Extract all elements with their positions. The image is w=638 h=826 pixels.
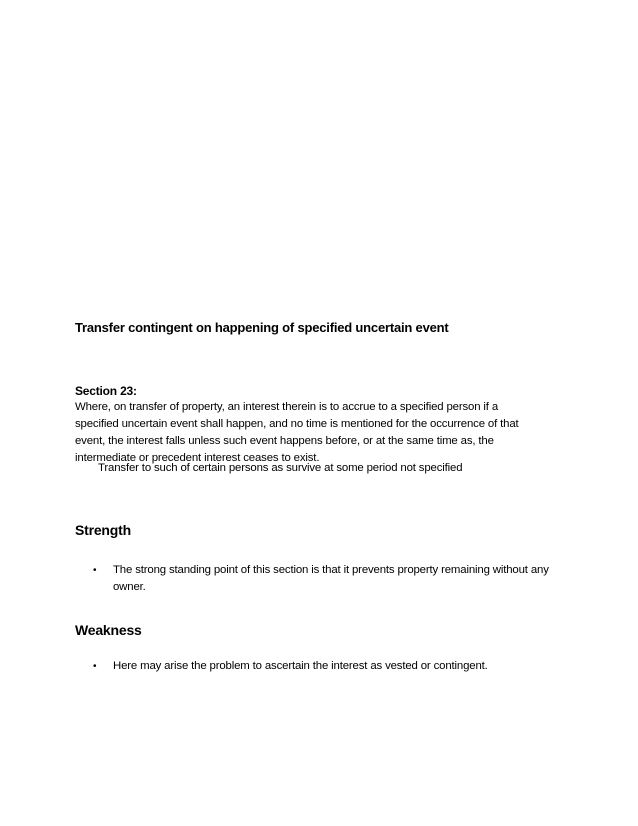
section-body xyxy=(75,399,565,467)
strength-bullet-text: The strong standing point of this section is that it prevents property remaining without any owner. xyxy=(113,564,549,593)
section-body-line: specified uncertain event shall happen, and no time is mentioned for the occurrence of that xyxy=(75,418,519,430)
weakness-bullet-text: Here may arise the problem to ascertain the interest as vested or contingent. xyxy=(113,660,488,672)
section-heading: Section 23: xyxy=(75,384,137,398)
section-body-line: Where, on transfer of property, an interest therein is to accrue to a specified person if a xyxy=(75,401,499,413)
bullet-icon: • xyxy=(93,661,97,672)
indented-line: Transfer to such of certain persons as survive at some period not specified xyxy=(98,462,463,474)
strength-bullet-item xyxy=(93,562,563,596)
weakness-heading: Weakness xyxy=(75,622,142,638)
weakness-bullet-item xyxy=(93,658,563,675)
bullet-icon: • xyxy=(93,565,97,576)
strength-heading: Strength xyxy=(75,522,131,538)
section-body-line: intermediate or precedent interest ceases to exist. xyxy=(75,452,320,464)
section-body-line: event, the interest falls unless such event happens before, or at the same time as, the xyxy=(75,435,494,447)
document-title: Transfer contingent on happening of specified uncertain event xyxy=(75,320,449,335)
